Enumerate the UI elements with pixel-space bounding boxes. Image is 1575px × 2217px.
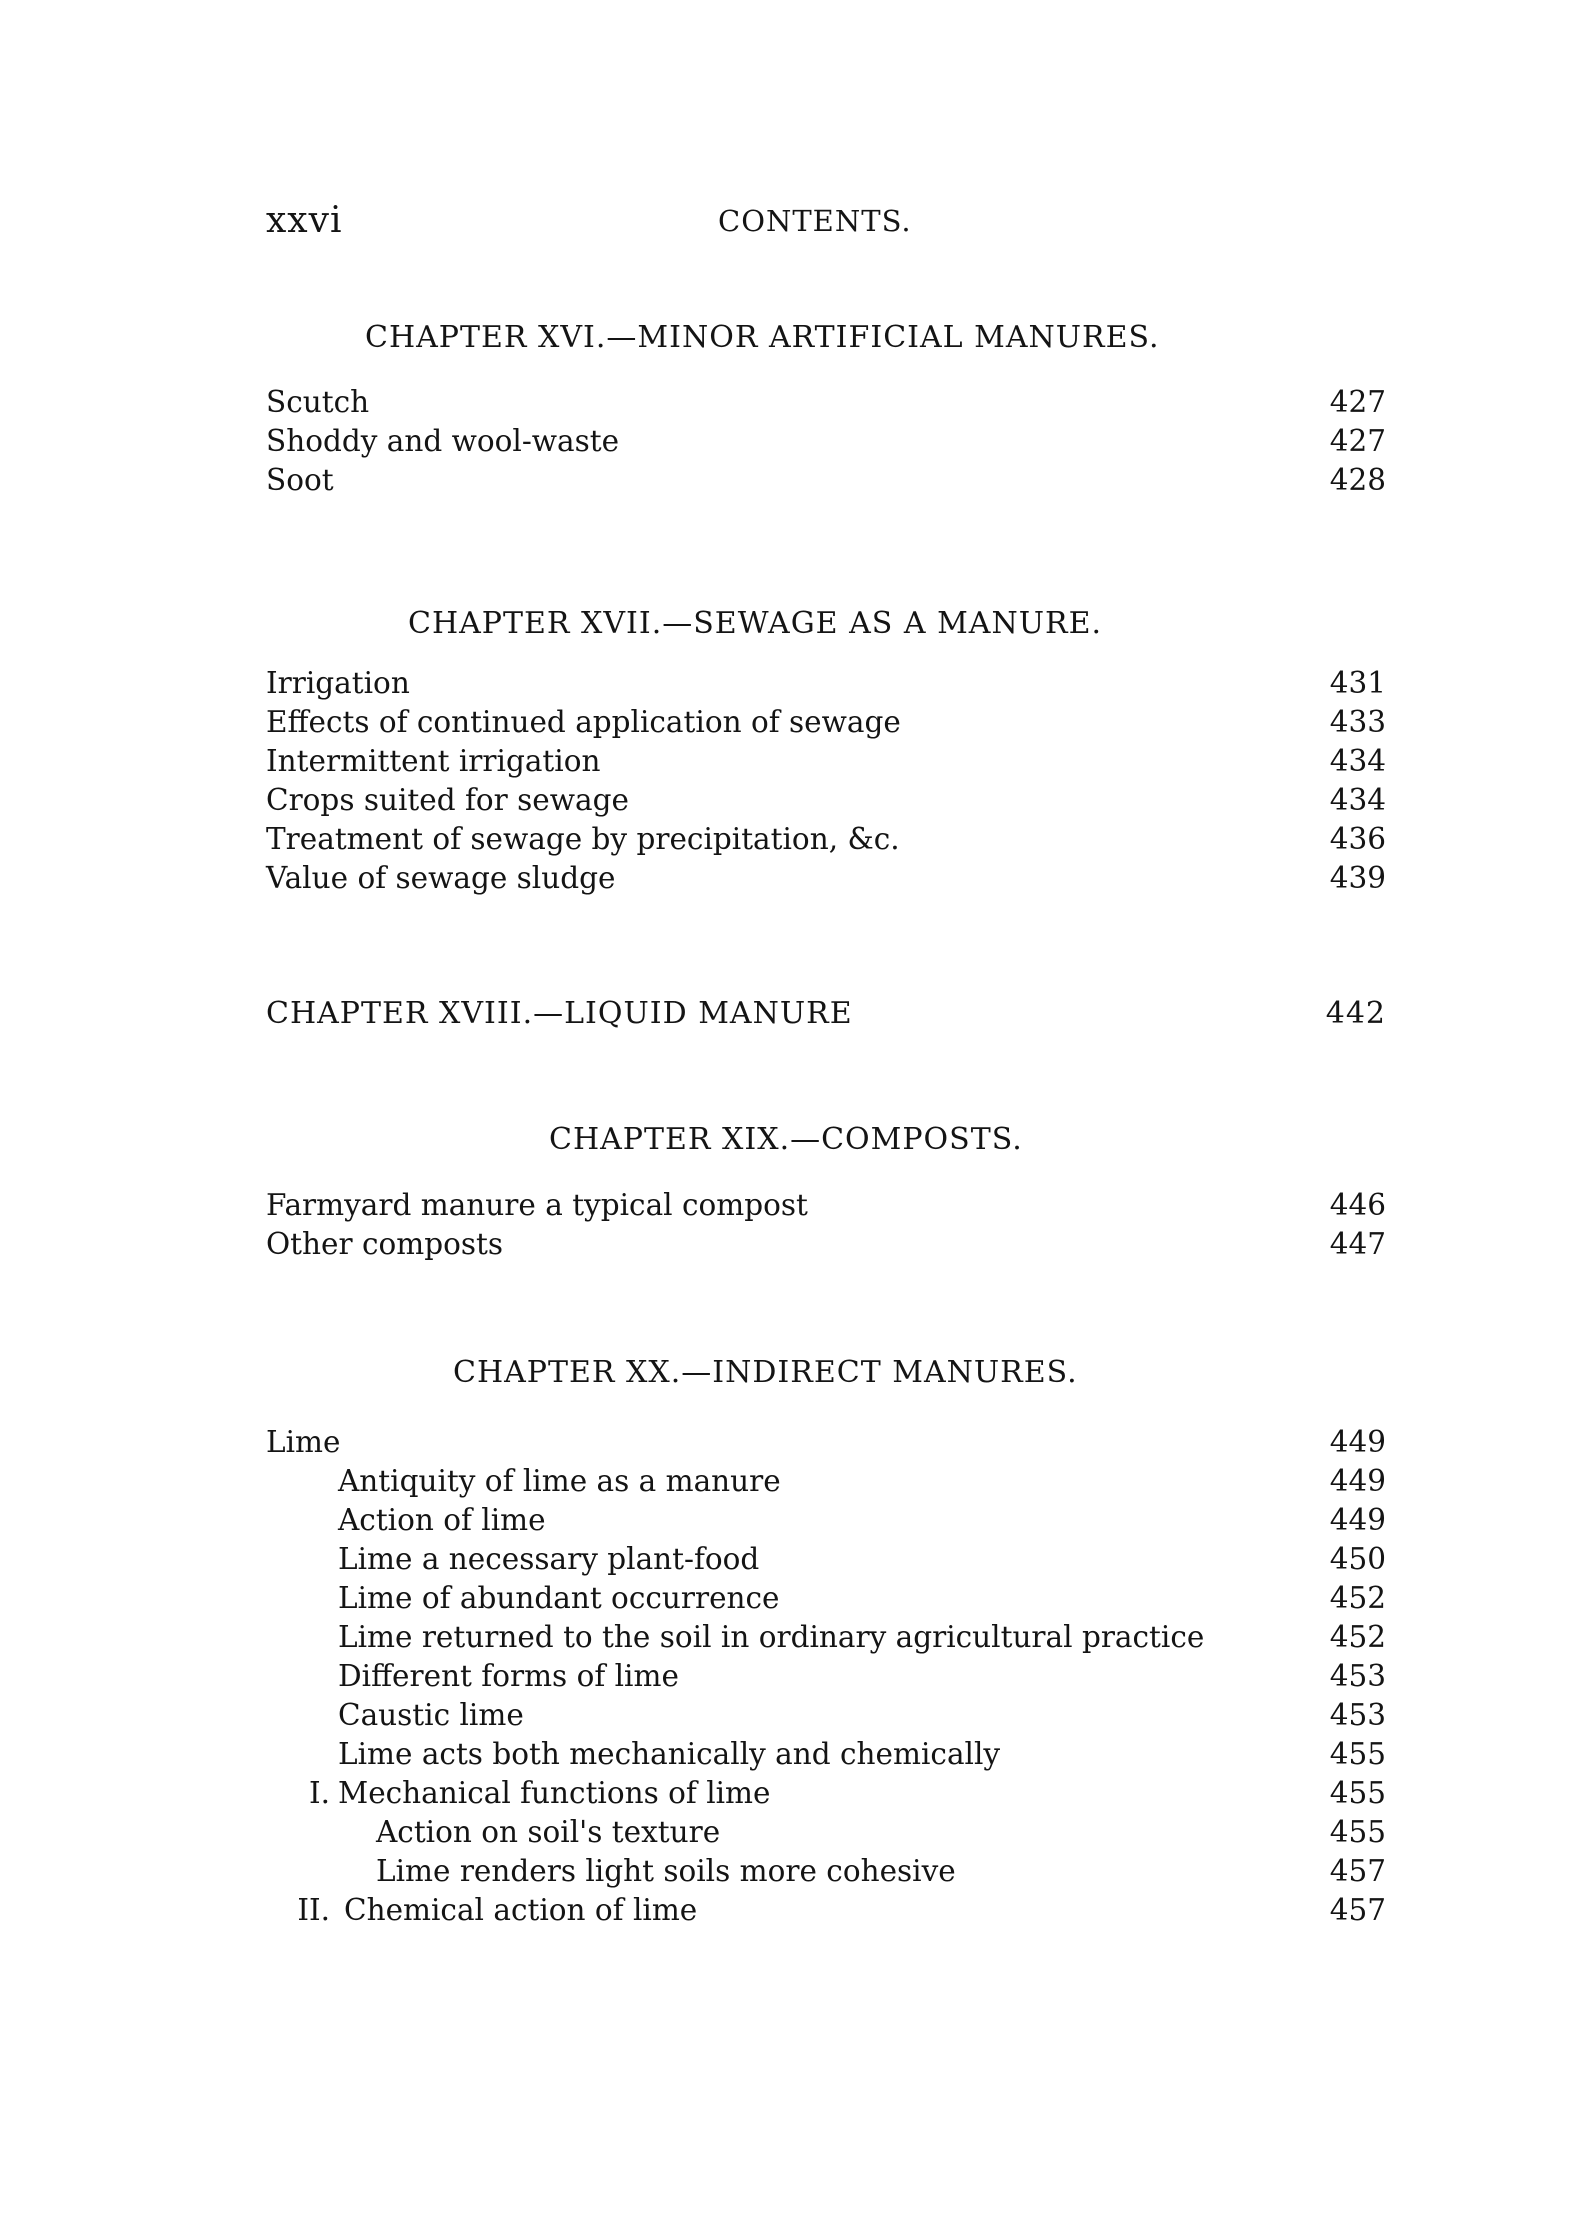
toc-entry-page: 427 [1329, 424, 1386, 458]
toc-entry-page: 450 [1329, 1542, 1386, 1576]
toc-entry-label: Farmyard manure a typical compost [266, 1188, 808, 1222]
toc-entry-page: 447 [1329, 1227, 1386, 1261]
toc-entry-page: 453 [1329, 1698, 1386, 1732]
chapter-xviii-entry[interactable] [266, 993, 1386, 1035]
toc-entry[interactable] [266, 1774, 1386, 1813]
toc-entry-page: 453 [1329, 1659, 1386, 1693]
chapter-heading-xvi: CHAPTER XVI.—MINOR ARTIFICIAL MANURES. [365, 320, 1160, 355]
toc-entry[interactable] [266, 383, 1386, 422]
chapter-xvi-entries [266, 383, 1386, 500]
toc-entry-label: Lime of abundant occurrence [338, 1581, 780, 1615]
toc-entry-page: 449 [1329, 1464, 1386, 1498]
toc-entry-label: Mechanical functions of lime [338, 1776, 771, 1810]
toc-entry-label: Scutch [266, 385, 370, 419]
roman-numeral: II. [297, 1893, 330, 1927]
chapter-heading-xix: CHAPTER XIX.—COMPOSTS. [549, 1122, 1023, 1157]
toc-entry[interactable] [266, 664, 1386, 703]
toc-entry[interactable] [266, 1891, 1386, 1930]
toc-entry-label: Crops suited for sewage [266, 783, 629, 817]
toc-entry[interactable] [266, 742, 1386, 781]
toc-entry[interactable] [266, 1813, 1386, 1852]
toc-entry-label: Lime renders light soils more cohesive [376, 1854, 956, 1888]
toc-entry[interactable] [266, 703, 1386, 742]
toc-entry-page: 427 [1329, 385, 1386, 419]
toc-entry-page: 439 [1329, 861, 1386, 895]
toc-entry-page: 455 [1329, 1815, 1386, 1849]
toc-entry[interactable] [266, 781, 1386, 820]
toc-entry[interactable] [266, 1225, 1386, 1264]
toc-entry[interactable] [266, 859, 1386, 898]
running-title: CONTENTS. [718, 204, 912, 238]
toc-entry-page: 457 [1329, 1893, 1386, 1927]
toc-entry-label: Antiquity of lime as a manure [338, 1464, 781, 1498]
toc-entry[interactable] [266, 461, 1386, 500]
toc-entry-label: Other composts [266, 1227, 504, 1261]
toc-entry[interactable] [266, 1735, 1386, 1774]
page-folio: xxvi [266, 200, 343, 241]
toc-entry[interactable] [266, 1462, 1386, 1501]
toc-entry[interactable] [266, 422, 1386, 461]
chapter-xvii-entries [266, 664, 1386, 898]
toc-entry-page: 457 [1329, 1854, 1386, 1888]
toc-entry[interactable] [266, 1501, 1386, 1540]
toc-entry-label: Caustic lime [338, 1698, 524, 1732]
toc-entry-page: 434 [1329, 783, 1386, 817]
toc-entry-page: 433 [1329, 705, 1386, 739]
toc-entry[interactable] [266, 1852, 1386, 1891]
toc-entry[interactable] [266, 1618, 1386, 1657]
toc-entry-label: Action on soil's texture [376, 1815, 721, 1849]
toc-entry-page: 455 [1329, 1737, 1386, 1771]
toc-entry-page: 428 [1329, 463, 1386, 497]
toc-entry-label: Value of sewage sludge [266, 861, 616, 895]
chapter-xix-entries [266, 1186, 1386, 1264]
toc-entry[interactable] [266, 1186, 1386, 1225]
toc-entry-label: Effects of continued application of sewage [266, 705, 901, 739]
toc-entry-label: Soot [266, 463, 334, 497]
toc-entry-page: 442 [1325, 996, 1386, 1031]
toc-entry[interactable] [266, 1579, 1386, 1618]
toc-entry-label: Intermittent irrigation [266, 744, 601, 778]
toc-entry-label: Lime a necessary plant-food [338, 1542, 760, 1576]
toc-entry[interactable] [266, 1696, 1386, 1735]
toc-entry-page: 452 [1329, 1581, 1386, 1615]
toc-entry-page: 452 [1329, 1620, 1386, 1654]
toc-entry-page: 431 [1329, 666, 1386, 700]
toc-entry-page: 436 [1329, 822, 1386, 856]
toc-entry-label: Different forms of lime [338, 1659, 679, 1693]
toc-entry[interactable] [266, 820, 1386, 859]
toc-entry-label: Treatment of sewage by precipitation, &c. [266, 822, 900, 856]
chapter-xx-entries [266, 1423, 1386, 1930]
toc-entry[interactable] [266, 1657, 1386, 1696]
toc-entry-page: 455 [1329, 1776, 1386, 1810]
toc-entry-label: Lime returned to the soil in ordinary agricultural practice [338, 1620, 1205, 1654]
toc-entry-label: Irrigation [266, 666, 410, 700]
running-head [266, 200, 1386, 244]
toc-entry-page: 434 [1329, 744, 1386, 778]
toc-entry-page: 449 [1329, 1425, 1386, 1459]
toc-entry-page: 446 [1329, 1188, 1386, 1222]
toc-entry-label: Action of lime [338, 1503, 546, 1537]
toc-entry-page: 449 [1329, 1503, 1386, 1537]
chapter-heading-xviii: CHAPTER XVIII.—LIQUID MANURE [266, 996, 853, 1031]
chapter-heading-xx: CHAPTER XX.—INDIRECT MANURES. [453, 1355, 1078, 1390]
toc-entry[interactable] [266, 1540, 1386, 1579]
toc-entry[interactable] [266, 1423, 1386, 1462]
toc-entry-label: Shoddy and wool-waste [266, 424, 620, 458]
toc-entry-label: Chemical action of lime [344, 1893, 698, 1927]
toc-entry-label: Lime [266, 1425, 341, 1459]
toc-entry-label: Lime acts both mechanically and chemically [338, 1737, 1001, 1771]
roman-numeral: I. [308, 1776, 330, 1810]
chapter-heading-xvii: CHAPTER XVII.—SEWAGE AS A MANURE. [408, 606, 1103, 641]
